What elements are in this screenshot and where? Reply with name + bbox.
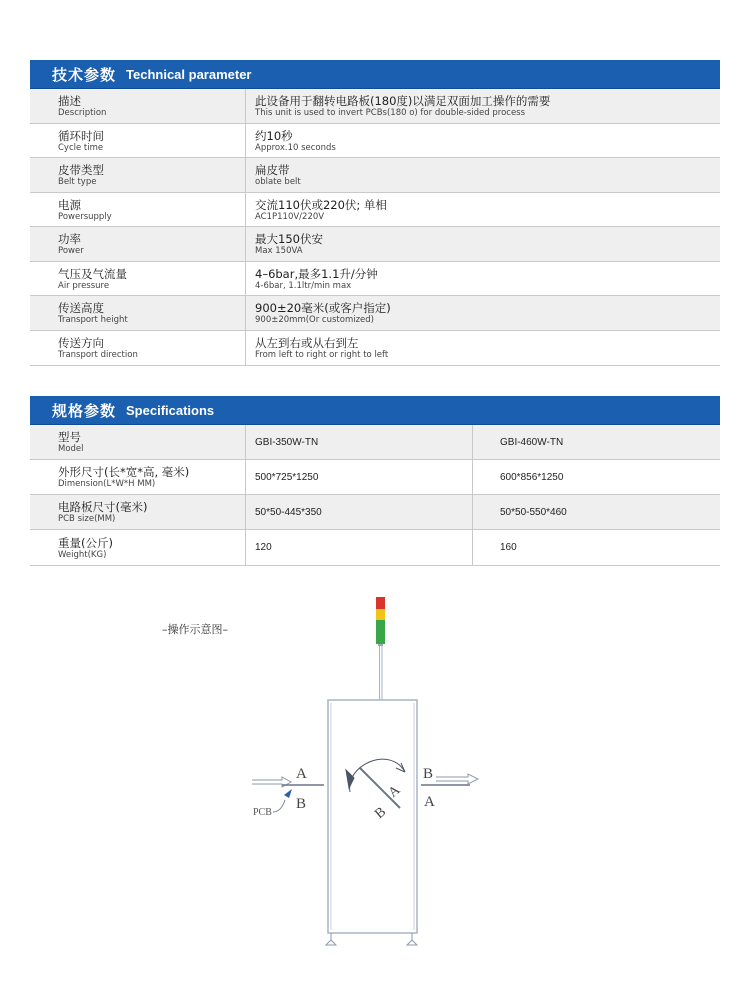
row-value-cn: 此设备用于翻转电路板(180度)以满足双面加工操作的需要 [255, 94, 551, 108]
tech-title-en: Technical parameter [126, 66, 252, 82]
signal-light-yellow [376, 609, 385, 620]
spec-value-350: GBI-350W-TN [255, 436, 319, 448]
row-label-cn: 传送方向 [58, 336, 104, 350]
spec-title-en: Specifications [126, 402, 215, 418]
row-label-cn: 气压及气流量 [58, 266, 127, 281]
row-label-en: Transport direction [58, 350, 138, 360]
row-label-cn: 重量(公斤) [58, 535, 113, 550]
row-value-en: Max 150VA [255, 246, 303, 256]
row-value-en: oblate belt [255, 177, 301, 187]
signal-light-red [376, 597, 385, 609]
diagram-caption: –操作示意图– [162, 623, 228, 636]
spec-value-460: 600*856*1250 [500, 471, 564, 483]
row-label-en: Weight(KG) [58, 549, 107, 560]
spec-value-460: 160 [500, 542, 517, 553]
inner-label-a: A [385, 782, 404, 801]
right-label-a: A [424, 794, 435, 810]
row-label-cn: 循环时间 [58, 128, 104, 143]
row-value-cn: 从左到右或从右到左 [255, 336, 359, 350]
row-label-en: Model [58, 444, 84, 454]
spec-value-460: 50*50-550*460 [500, 506, 567, 518]
spec-title-cn: 规格参数 [52, 401, 117, 420]
row-label-en: Power [58, 246, 84, 256]
inner-label-b: B [372, 804, 390, 823]
row-label-en: Transport height [58, 315, 128, 325]
row-value-cn: 最大150伏安 [255, 232, 323, 246]
row-label-en: Powersupply [58, 211, 112, 222]
row-value-cn: 4–6bar,最多1.1升/分钟 [255, 266, 378, 281]
signal-light-green [376, 620, 385, 644]
row-value-en: Approx.10 seconds [255, 142, 336, 153]
spec-value-350: 50*50-445*350 [255, 506, 322, 518]
left-label-b: B [296, 796, 307, 812]
row-label-en: Air pressure [58, 280, 110, 291]
row-label-cn: 皮带类型 [58, 163, 104, 177]
right-outflow-arrow-icon [436, 774, 478, 784]
row-label-cn: 电源 [58, 197, 81, 212]
row-label-cn: 描述 [58, 94, 81, 108]
spec-value-350: 120 [255, 542, 272, 553]
row-label-en: Cycle time [58, 142, 104, 153]
pcb-pointer-icon [284, 789, 292, 798]
left-label-a: A [296, 766, 307, 782]
row-value-en: This unit is used to invert PCBs(180 o) for double-sided process [255, 108, 526, 118]
row-label-cn: 传送高度 [58, 301, 104, 315]
spec-value-460: GBI-460W-TN [500, 436, 564, 448]
machine-feet [326, 933, 417, 945]
row-value-cn: 约10秒 [255, 128, 293, 143]
machine-cabinet [328, 700, 417, 933]
row-value-en: AC1P110V/220V [255, 211, 325, 222]
row-value-cn: 扁皮带 [255, 163, 290, 177]
tech-title-cn: 技术参数 [52, 65, 117, 84]
spec-value-350: 500*725*1250 [255, 471, 319, 483]
row-label-en: Description [58, 108, 107, 118]
row-label-en: PCB size(MM) [58, 514, 116, 524]
row-value-cn: 900±20毫米(或客户指定) [255, 301, 391, 315]
row-value-en: 900±20mm(Or customized) [255, 315, 374, 325]
row-value-cn: 交流110伏或220伏; 单相 [255, 197, 387, 212]
right-label-b: B [423, 766, 434, 782]
row-value-en: 4-6bar, 1.1ltr/min max [255, 280, 352, 291]
row-label-cn: 型号 [58, 430, 81, 444]
pcb-label: PCB [253, 807, 272, 818]
row-label-cn: 外形尺寸(长*宽*高, 毫米) [58, 465, 190, 479]
row-label-en: Belt type [58, 177, 97, 187]
row-label-cn: 功率 [58, 232, 81, 246]
row-label-cn: 电路板尺寸(毫米) [58, 500, 148, 514]
row-label-en: Dimension(L*W*H MM) [58, 479, 156, 489]
row-value-en: From left to right or right to left [255, 350, 389, 360]
